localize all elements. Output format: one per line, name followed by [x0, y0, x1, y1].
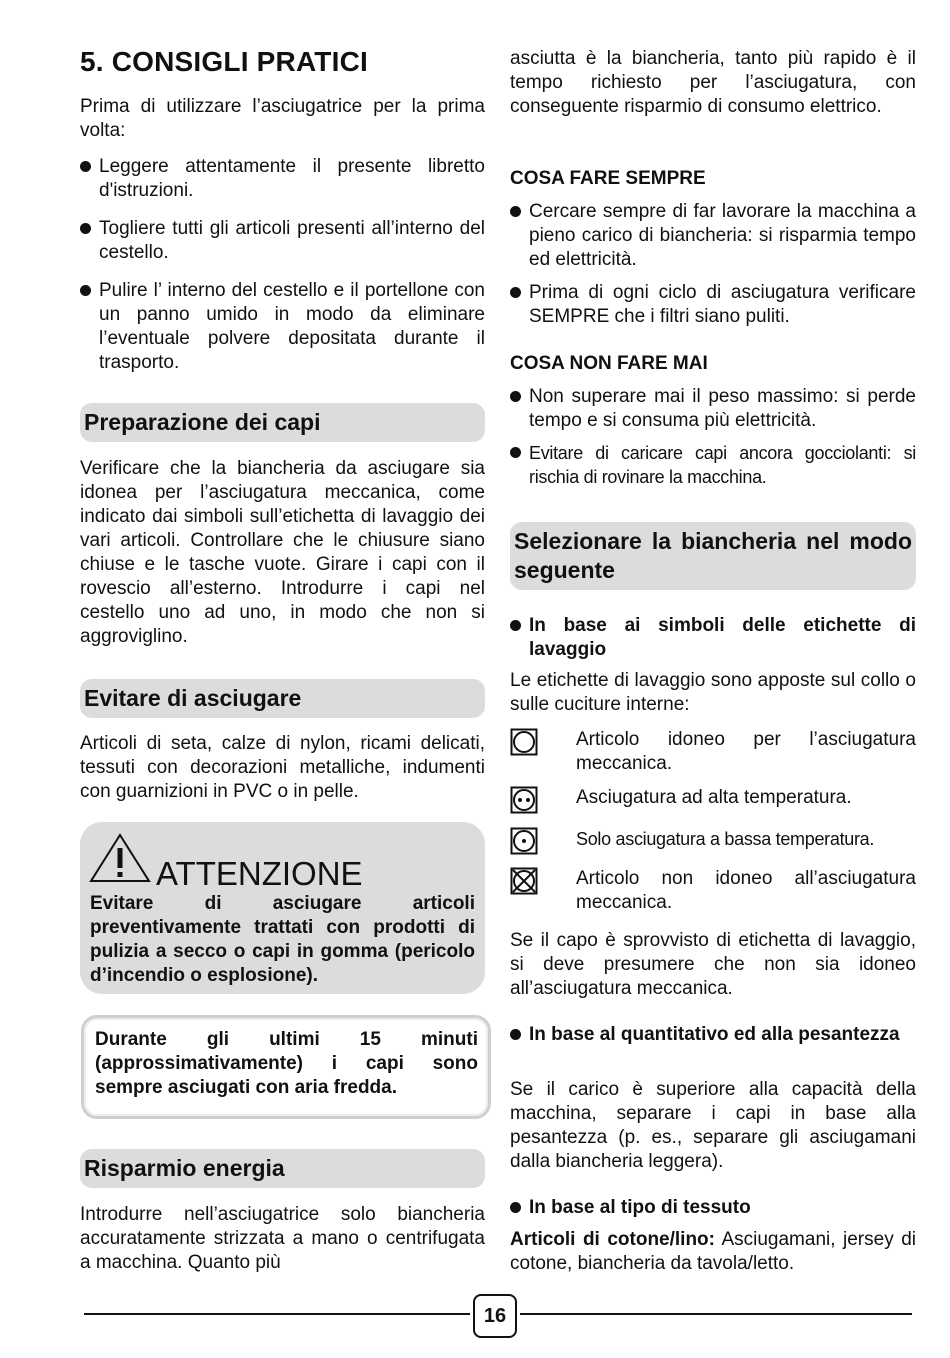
- avoid-text: Articoli di seta, calze di nylon, ricami delicati, tessuti con decorazioni metalliche, indumenti con guarnizioni in PVC o in pelle.: [80, 733, 485, 802]
- bullet-icon: [80, 285, 91, 296]
- note-box: [81, 1015, 491, 1119]
- symbol-row: Articolo non idoneo all’asciugatura meccanica.: [510, 867, 916, 915]
- criterion-text: Se il carico è superiore alla capacità della macchina, separare i capi in base alla pesantezza (p. es., separare gli asciugamani dalla biancheria leggera).: [510, 1079, 916, 1172]
- list-item: Leggere attentamente il presente libretto d'istruzioni.: [80, 155, 485, 203]
- always-heading: COSA FARE SEMPRE: [510, 168, 706, 189]
- section-heading-select: Selezionare la biancheria nel modo seguente: [510, 522, 916, 590]
- warning-text: Evitare di asciugare articoli preventivamente trattati con prodotti di pulizia a secco o capi in gomma (pericolo d’incendio o esplosione).: [90, 893, 475, 986]
- right-column: [510, 0, 916, 1300]
- criterion-text: [510, 1228, 916, 1276]
- bullet-icon: [80, 161, 91, 172]
- preparation-text: Verificare che la biancheria da asciugare sia idonea per l’asciugatura meccanica, come indicato dai simboli sull’etichetta di lavaggio dei vari articoli. Controllare che le chiusure siano chiuse e le tasche vuote. Girare i capi con il rovescio all’esterno. Introdurre i capi nel cestello uno ad uno, in modo che non si aggroviglino.: [80, 458, 485, 647]
- list-item: Pulire l’ interno del cestello e il portellone con un panno umido in modo da eliminare l’eventuale polvere depositata durante il trasporto.: [80, 279, 485, 375]
- no-label-text: Se il capo è sprovvisto di etichetta di lavaggio, si deve presumere che non sia idoneo all’asciugatura meccanica.: [510, 930, 916, 999]
- fabric-label: Articoli di cotone/lino:: [510, 1229, 715, 1250]
- symbol-row: Solo asciugatura a bassa temperatura.: [510, 827, 916, 862]
- bullet-icon: [510, 1202, 521, 1213]
- warning-title: ATTENZIONE: [156, 855, 363, 892]
- tumble-dry-low-icon: [510, 827, 576, 862]
- bullet-icon: [510, 620, 521, 631]
- warning-box: [80, 822, 485, 994]
- note-text: Durante gli ultimi 15 minuti (approssimativamente) i capi sono sempre asciugati con aria fredda.: [95, 1029, 478, 1098]
- warning-triangle-icon: [88, 832, 152, 884]
- bullet-icon: [510, 206, 521, 217]
- bullet-icon: [510, 391, 521, 402]
- list-item: Evitare di caricare capi ancora gocciolanti: si rischia di rovinare la macchina.: [510, 441, 916, 489]
- intro-text: Prima di utilizzare l’asciugatrice per la prima volta:: [80, 96, 485, 141]
- page-title: 5. CONSIGLI PRATICI: [80, 46, 368, 77]
- symbol-row: Articolo idoneo per l’asciugatura meccanica.: [510, 728, 916, 776]
- never-heading: COSA NON FARE MAI: [510, 353, 708, 374]
- bullet-icon: [80, 223, 91, 234]
- criterion-text: Le etichette di lavaggio sono apposte sul collo o sulle cuciture interne:: [510, 670, 916, 715]
- tumble-dry-high-icon: [510, 786, 576, 821]
- footer-rule-left: [84, 1313, 470, 1315]
- section-heading-avoid: Evitare di asciugare: [80, 679, 485, 718]
- bullet-icon: [510, 447, 521, 458]
- section-heading-energy: Risparmio energia: [80, 1149, 485, 1188]
- bullet-icon: [510, 287, 521, 298]
- list-item: Prima di ogni ciclo di asciugatura verificare SEMPRE che i filtri siano puliti.: [510, 281, 916, 329]
- list-item: Non superare mai il peso massimo: si perde tempo e si consuma più elettricità.: [510, 385, 916, 433]
- list-item: Cercare sempre di far lavorare la macchina a pieno carico di biancheria: si risparmia tempo ed elettricità.: [510, 200, 916, 272]
- energy-text: Introdurre nell’asciugatrice solo biancheria accuratamente strizzata a mano o centrifugata a macchina. Quanto più: [80, 1204, 485, 1273]
- continued-text: asciutta è la biancheria, tanto più rapido è il tempo richiesto per l’asciugatura, con conseguente risparmio di consumo elettrico.: [510, 48, 916, 117]
- page-number: 16: [473, 1294, 517, 1338]
- fabric-text: Asciugamani, jersey di cotone, biancheria da tavola/letto.: [510, 1229, 916, 1274]
- bullet-icon: [510, 1029, 521, 1040]
- criterion-heading: In base ai simboli delle etichette di lavaggio: [510, 614, 916, 662]
- symbol-row: Asciugatura ad alta temperatura.: [510, 786, 916, 821]
- section-heading-preparation: Preparazione dei capi: [80, 403, 485, 442]
- criterion-heading: In base al quantitativo ed alla pesantezza: [510, 1023, 916, 1047]
- left-column: [80, 0, 485, 1300]
- footer-rule-right: [520, 1313, 912, 1315]
- list-item: Togliere tutti gli articoli presenti all’interno del cestello.: [80, 217, 485, 265]
- do-not-tumble-dry-icon: [510, 867, 576, 902]
- criterion-heading: In base al tipo di tessuto: [510, 1196, 916, 1220]
- tumble-dry-icon: [510, 728, 576, 763]
